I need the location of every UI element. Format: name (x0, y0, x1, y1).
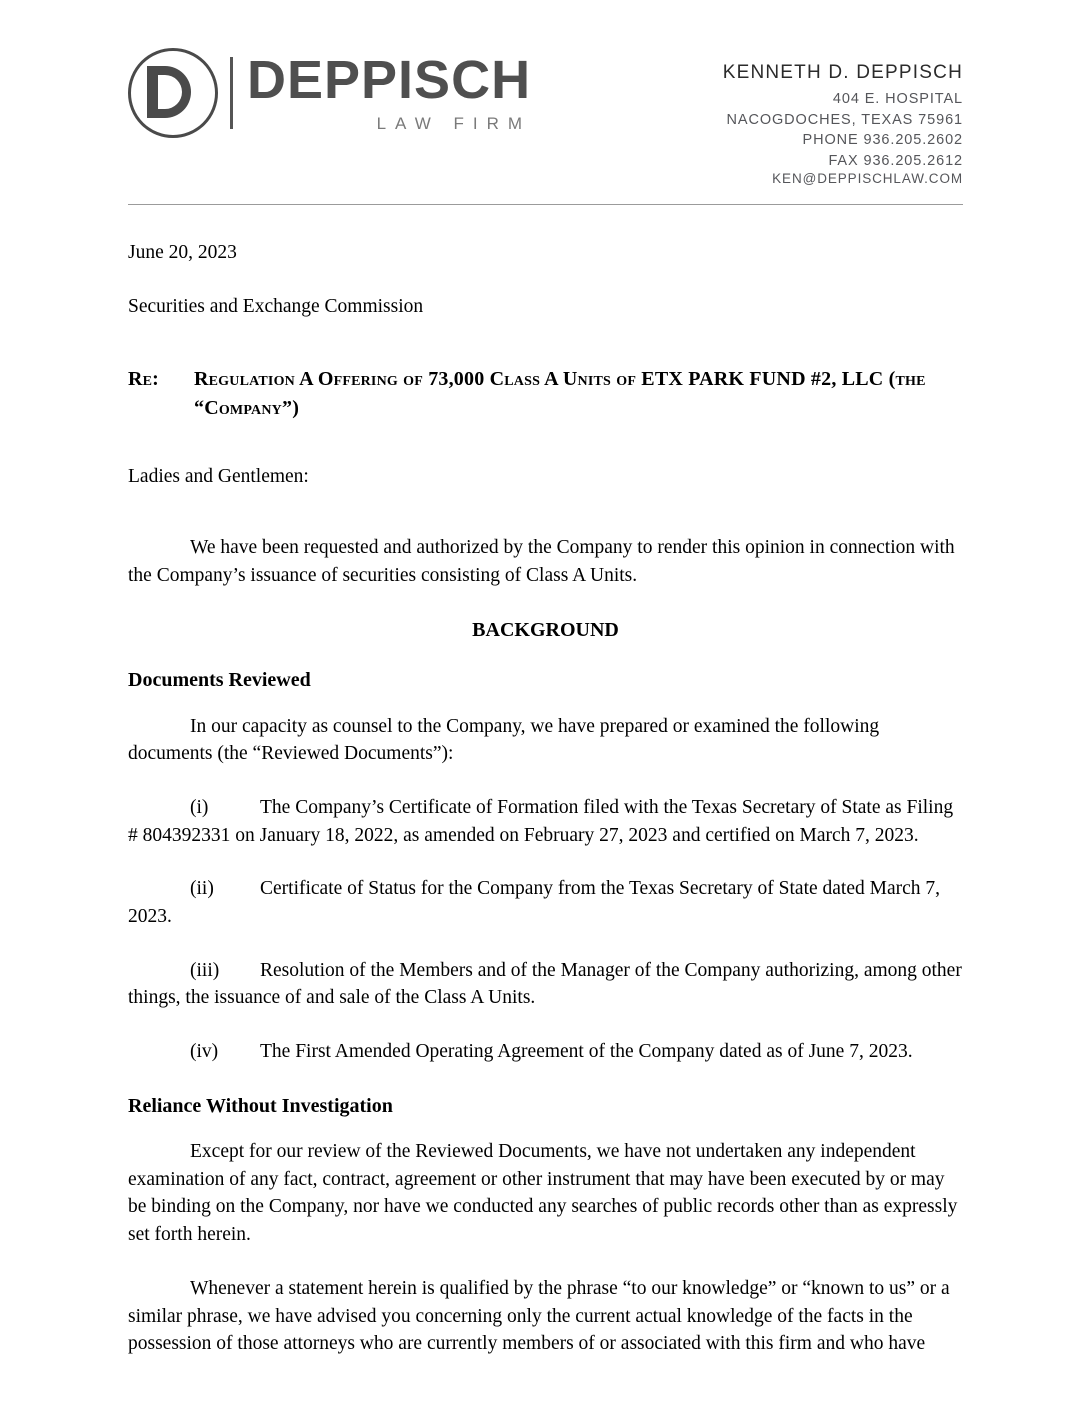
letter-recipient: Securities and Exchange Commission (128, 296, 424, 317)
firm-logo (128, 48, 531, 138)
background-heading: BACKGROUND (472, 618, 619, 641)
list-item (128, 1038, 963, 1066)
letter-body (0, 205, 1091, 1358)
list-item-text: The Company’s Certificate of Formation filed with the Texas Secretary of State as Filing # 804392331 on January 18, 2022, as amended on February 27, 2023 and certified on March 7, 2023. (128, 796, 954, 846)
list-item (128, 875, 963, 930)
list-item (128, 957, 963, 1012)
letter-date: June 20, 2023 (128, 242, 237, 264)
phone-number: PHONE 936.205.2602 (802, 132, 963, 149)
letterhead (0, 0, 1091, 186)
opening-paragraph: We have been requested and authorized by the Company to render this opinion in connection with the Company’s issuance of securities consisting of Class A Units. (128, 537, 955, 587)
reliance-paragraph-1: Except for our review of the Reviewed Documents, we have not undertaken any independent examination of any fact, contract, agreement or other instrument that may have been executed by or may be binding on the Company, nor have we conducted any searches of public records other than as expressly set forth herein. (128, 1141, 958, 1246)
logo-divider (230, 57, 233, 129)
re-label: Re: (128, 367, 160, 390)
reliance-heading: Reliance Without Investigation (128, 1094, 393, 1117)
deppisch-d-monogram-icon (128, 48, 218, 138)
list-item-number: (iii) (190, 959, 220, 981)
list-item (128, 794, 963, 849)
reliance-paragraph-2: Whenever a statement herein is qualified by the phrase “to our knowledge” or “known to us” or a similar phrase, we have advised you concerning only the current actual knowledge of the facts in the possession of those attorneys who are currently members of or associated with this firm and who have (128, 1277, 950, 1355)
list-item-number: (ii) (190, 878, 214, 900)
attorney-name: KENNETH D. DEPPISCH (722, 62, 963, 83)
firm-name: DEPPISCH (247, 49, 532, 110)
email-address: KEN@DEPPISCHLAW.COM (772, 171, 963, 187)
list-item-number: (i) (190, 796, 209, 818)
list-item-number: (iv) (190, 1041, 219, 1063)
salutation: Ladies and Gentlemen: (128, 465, 309, 487)
documents-reviewed-intro: In our capacity as counsel to the Company, we have prepared or examined the following documents (the “Reviewed Documents”): (128, 715, 880, 765)
list-item-text: The First Amended Operating Agreement of the Company dated as of June 7, 2023. (260, 1041, 913, 1063)
re-subject: Regulation A Offering of 73,000 Class A Units of ETX PARK FUND #2, LLC (the “Company”) (194, 367, 926, 419)
list-item-text: Resolution of the Members and of the Manager of the Company authorizing, among other things, the issuance of and sale of the Class A Units. (128, 959, 962, 1009)
firm-wordmark (247, 49, 532, 134)
address-line-1: 404 E. HOSPITAL (832, 91, 963, 107)
contact-block (723, 48, 963, 186)
documents-reviewed-heading: Documents Reviewed (128, 669, 311, 692)
fax-number: FAX 936.205.2612 (828, 152, 963, 169)
spacer (128, 516, 963, 534)
address-line-2: NACOGDOCHES, TEXAS 75961 (726, 111, 963, 128)
list-item-text: Certificate of Status for the Company from the Texas Secretary of State dated March 7, 2023. (128, 878, 941, 927)
re-line (128, 365, 963, 423)
firm-subtitle: LAW FIRM (376, 113, 532, 133)
